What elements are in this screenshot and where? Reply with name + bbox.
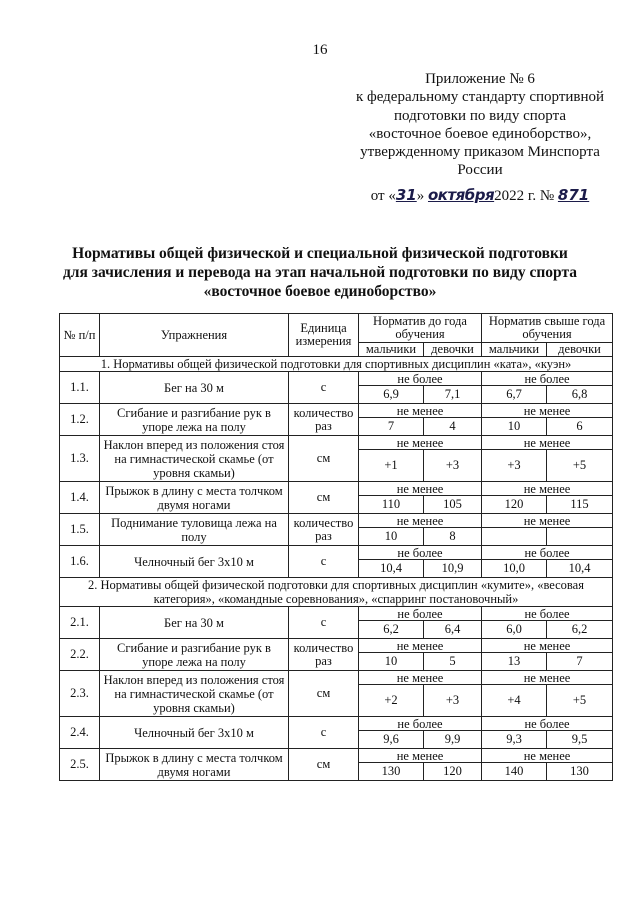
section-row — [60, 357, 613, 372]
condition-1: не менее — [359, 514, 482, 528]
table-row — [60, 749, 613, 763]
unit: количество раз — [289, 514, 359, 546]
header-boys-1: мальчики — [359, 343, 424, 357]
condition-1: не более — [359, 717, 482, 731]
condition-2: не более — [482, 546, 613, 560]
condition-1: не менее — [359, 749, 482, 763]
appendix-line-4: «восточное боевое единоборство», — [368, 125, 592, 142]
value-cell: 10 — [482, 418, 547, 436]
value-cell: 9,6 — [359, 731, 424, 749]
condition-2: не менее — [482, 404, 613, 418]
value-cell: 4 — [424, 418, 482, 436]
header-unit: Единица измерения — [289, 314, 359, 357]
value-cell: +2 — [359, 685, 424, 717]
value-cell: 120 — [424, 763, 482, 781]
row-number: 1.2. — [60, 404, 100, 436]
condition-2: не более — [482, 372, 613, 386]
header-exercise: Упражнения — [100, 314, 289, 357]
value-cell: 13 — [482, 653, 547, 671]
value-cell: 6,2 — [359, 621, 424, 639]
condition-1: не менее — [359, 639, 482, 653]
value-cell — [482, 528, 547, 546]
appendix-line-3: подготовки по виду спорта — [394, 107, 566, 124]
value-cell: +4 — [482, 685, 547, 717]
value-cell: +1 — [359, 450, 424, 482]
value-cell: 5 — [424, 653, 482, 671]
value-cell: 10,9 — [424, 560, 482, 578]
value-cell: 6,7 — [482, 386, 547, 404]
condition-1: не менее — [359, 436, 482, 450]
unit: см — [289, 482, 359, 514]
value-cell: +3 — [482, 450, 547, 482]
unit: количество раз — [289, 404, 359, 436]
table-row — [60, 514, 613, 528]
value-cell: 110 — [359, 496, 424, 514]
exercise-name: Сгибание и разгибание рук в упоре лежа на полу — [100, 404, 289, 436]
row-number: 1.1. — [60, 372, 100, 404]
title-line-3: «восточное боевое единоборство» — [203, 283, 437, 300]
exercise-name: Сгибание и разгибание рук в упоре лежа на полу — [100, 639, 289, 671]
appendix-line-5: утвержденному приказом Минспорта — [360, 144, 600, 161]
appendix-line-6: России — [457, 162, 503, 179]
row-number: 1.6. — [60, 546, 100, 578]
value-cell: 130 — [547, 763, 613, 781]
value-cell: +3 — [424, 685, 482, 717]
row-number: 1.5. — [60, 514, 100, 546]
value-cell: 10 — [359, 653, 424, 671]
exercise-name: Челночный бег 3х10 м — [100, 546, 289, 578]
page-number: 16 — [312, 42, 328, 58]
exercise-name: Наклон вперед из положения стоя на гимнастической скамье (от уровня скамьи) — [100, 671, 289, 717]
value-cell: 9,9 — [424, 731, 482, 749]
value-cell: 9,5 — [547, 731, 613, 749]
condition-2: не более — [482, 607, 613, 621]
exercise-name: Бег на 30 м — [100, 372, 289, 404]
value-cell: 130 — [359, 763, 424, 781]
header-girls-1: девочки — [424, 343, 482, 357]
value-cell: 7 — [359, 418, 424, 436]
date-mid: » — [416, 187, 425, 204]
order-date-line — [345, 186, 615, 205]
condition-1: не более — [359, 372, 482, 386]
condition-2: не менее — [482, 436, 613, 450]
unit: количество раз — [289, 639, 359, 671]
condition-1: не менее — [359, 482, 482, 496]
header-girls-2: девочки — [547, 343, 613, 357]
condition-2: не более — [482, 717, 613, 731]
value-cell: +5 — [547, 450, 613, 482]
condition-2: не менее — [482, 749, 613, 763]
handwritten-month: октября — [427, 185, 495, 204]
exercise-name: Прыжок в длину с места толчком двумя ногами — [100, 749, 289, 781]
condition-2: не менее — [482, 671, 613, 685]
value-cell: 10 — [359, 528, 424, 546]
header-group-1: Норматив до года обучения — [359, 314, 482, 343]
table-row — [60, 404, 613, 418]
value-cell — [547, 528, 613, 546]
value-cell: 6,8 — [547, 386, 613, 404]
title-line-2: для зачисления и перевода на этап начальной подготовки по виду спорта — [62, 264, 578, 281]
unit: с — [289, 717, 359, 749]
table-body — [60, 357, 613, 781]
norms-table — [59, 313, 613, 781]
value-cell: +3 — [424, 450, 482, 482]
header-group-2: Норматив свыше года обучения — [482, 314, 613, 343]
condition-1: не менее — [359, 404, 482, 418]
value-cell: 120 — [482, 496, 547, 514]
value-cell: 140 — [482, 763, 547, 781]
section-title: 2. Нормативы общей физической подготовки для спортивных дисциплин «кумите», «весовая категория», «командные соревнования», «спарринг постановочный» — [60, 578, 613, 607]
condition-1: не более — [359, 546, 482, 560]
table-row — [60, 607, 613, 621]
handwritten-day: 31 — [395, 185, 417, 204]
unit: с — [289, 372, 359, 404]
row-number: 2.1. — [60, 607, 100, 639]
value-cell: 6,4 — [424, 621, 482, 639]
value-cell: 10,4 — [359, 560, 424, 578]
document-title — [0, 244, 640, 301]
exercise-name: Наклон вперед из положения стоя на гимнастической скамье (от уровня скамьи) — [100, 436, 289, 482]
title-line-1: Нормативы общей физической и специальной физической подготовки — [72, 245, 568, 262]
condition-2: не менее — [482, 482, 613, 496]
exercise-name: Челночный бег 3х10 м — [100, 717, 289, 749]
date-year: 2022 г. № — [494, 187, 555, 204]
table-row — [60, 639, 613, 653]
value-cell: 9,3 — [482, 731, 547, 749]
value-cell: 7 — [547, 653, 613, 671]
exercise-name: Бег на 30 м — [100, 607, 289, 639]
date-prefix: от « — [370, 187, 396, 204]
unit: см — [289, 436, 359, 482]
value-cell: +5 — [547, 685, 613, 717]
condition-1: не менее — [359, 671, 482, 685]
exercise-name: Прыжок в длину с места толчком двумя ногами — [100, 482, 289, 514]
row-number: 2.3. — [60, 671, 100, 717]
section-row — [60, 578, 613, 607]
row-number: 2.4. — [60, 717, 100, 749]
condition-1: не более — [359, 607, 482, 621]
table-row — [60, 436, 613, 450]
row-number: 1.3. — [60, 436, 100, 482]
value-cell: 10,0 — [482, 560, 547, 578]
handwritten-order-number: 871 — [557, 185, 590, 204]
header-num: № п/п — [60, 314, 100, 357]
row-number: 2.5. — [60, 749, 100, 781]
unit: с — [289, 546, 359, 578]
table-row — [60, 717, 613, 731]
table-row — [60, 372, 613, 386]
value-cell: 7,1 — [424, 386, 482, 404]
table-row — [60, 671, 613, 685]
value-cell: 8 — [424, 528, 482, 546]
appendix-title: Приложение № 6 — [425, 71, 535, 87]
table-row — [60, 546, 613, 560]
value-cell: 10,4 — [547, 560, 613, 578]
appendix-header — [345, 70, 615, 205]
unit: см — [289, 749, 359, 781]
appendix-line-2: к федеральному стандарту спортивной — [355, 89, 605, 106]
value-cell: 6,0 — [482, 621, 547, 639]
value-cell: 6,2 — [547, 621, 613, 639]
unit: см — [289, 671, 359, 717]
value-cell: 6,9 — [359, 386, 424, 404]
value-cell: 6 — [547, 418, 613, 436]
section-title: 1. Нормативы общей физической подготовки для спортивных дисциплин «ката», «куэн» — [60, 357, 613, 372]
condition-2: не менее — [482, 514, 613, 528]
exercise-name: Поднимание туловища лежа на полу — [100, 514, 289, 546]
row-number: 1.4. — [60, 482, 100, 514]
header-boys-2: мальчики — [482, 343, 547, 357]
value-cell: 115 — [547, 496, 613, 514]
unit: с — [289, 607, 359, 639]
value-cell: 105 — [424, 496, 482, 514]
row-number: 2.2. — [60, 639, 100, 671]
table-row — [60, 482, 613, 496]
condition-2: не менее — [482, 639, 613, 653]
